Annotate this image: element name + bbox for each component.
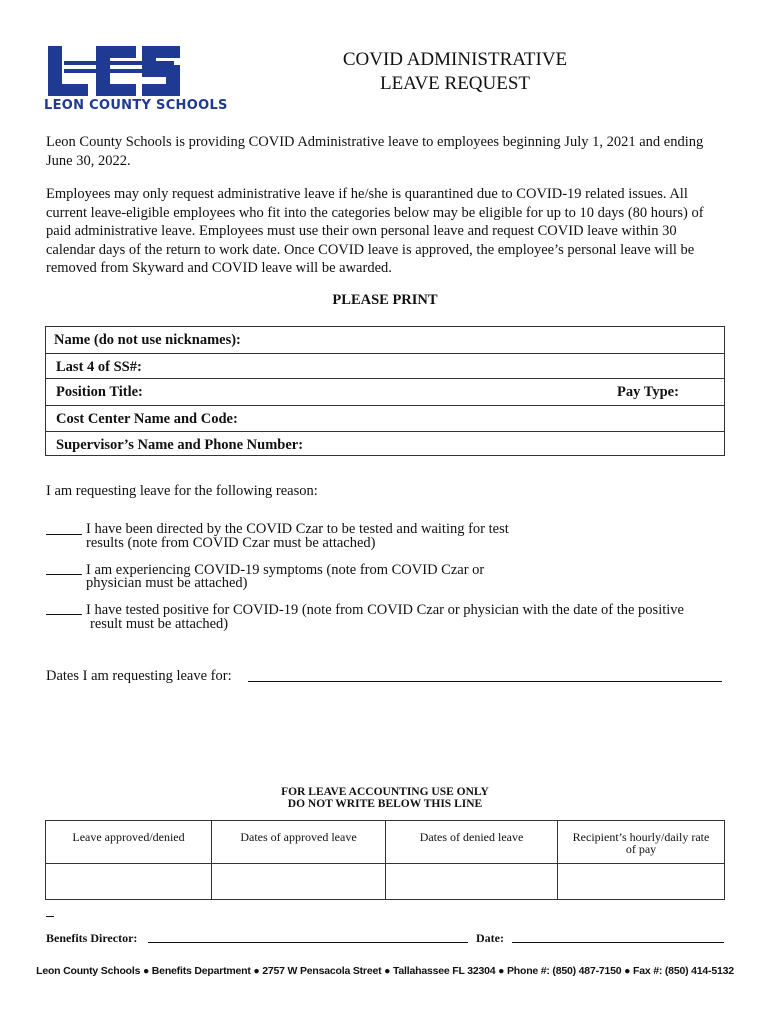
position-field[interactable] <box>46 378 724 406</box>
supervisor-field[interactable] <box>46 431 724 458</box>
name-field[interactable] <box>46 327 724 353</box>
reason-prompt: I am requesting leave for the following reason: <box>46 483 318 499</box>
dates-requested-field[interactable] <box>248 681 722 682</box>
employee-info-table <box>45 326 725 456</box>
cost-center-label: Cost Center Name and Code: <box>56 411 238 427</box>
ssn-label: Last 4 of SS#: <box>56 359 142 375</box>
header-text: of pay <box>625 842 657 856</box>
reason-1-text-line2: results (note from COVID Czar must be attached) <box>86 535 376 551</box>
supervisor-label: Supervisor’s Name and Phone Number: <box>56 437 304 453</box>
dates-requested-label: Dates I am requesting leave for: <box>46 668 232 684</box>
header-text: Dates of approved leave <box>240 830 357 844</box>
lcs-monogram-icon <box>44 44 184 100</box>
position-label: Position Title: <box>56 384 143 400</box>
intro-paragraph: Leon County Schools is providing COVID Administrative leave to employees beginning July 1, 2021 and ending June 30, 2022. <box>46 134 704 169</box>
eligibility-paragraph: Employees may only request administrative leave if he/she is quarantined due to COVID-19 related issues. All current leave-eligible employees who fit into the categories below may be eligible for up to 10 days (80 hours) of paid administrative leave. Employees must use their own personal leave and request COVID leave within 30 calendar days of the return to work date. Once COVID leave is approved, the employee’s personal leave will be removed from Skyward and COVID leave will be awarded. <box>46 186 704 276</box>
cost-center-field[interactable] <box>46 405 724 432</box>
accounting-heading-line1: FOR LEAVE ACCOUNTING USE ONLY <box>281 786 489 798</box>
please-print-heading: PLEASE PRINT <box>332 292 438 308</box>
reason-1-text-line1: I have been directed by the COVID Czar to be tested and waiting for test <box>86 521 509 537</box>
reason-3-text-line2: result must be attached) <box>90 616 229 632</box>
benefits-director-label: Benefits Director: <box>46 931 138 945</box>
column-header-approved-dates <box>212 831 385 843</box>
name-label: Name (do not use nicknames): <box>54 332 241 348</box>
header-text: Leave approved/denied <box>72 830 185 844</box>
cell-leave-approved[interactable] <box>46 864 211 900</box>
accounting-table <box>45 820 725 900</box>
reason-1-checkline[interactable] <box>46 534 82 535</box>
reason-2-checkline[interactable] <box>46 574 82 575</box>
logo-org-text: LEON COUNTY SCHOOLS <box>44 98 228 113</box>
reason-3-checkline[interactable] <box>46 614 82 615</box>
column-header-denied-dates <box>386 831 557 843</box>
reason-2-text-line2: physician must be attached) <box>86 575 248 591</box>
cell-denied-dates[interactable] <box>386 864 557 900</box>
cell-rate-of-pay[interactable] <box>558 864 724 900</box>
accounting-heading-line2: DO NOT WRITE BELOW THIS LINE <box>287 798 483 810</box>
cell-approved-dates[interactable] <box>212 864 385 900</box>
ssn-field[interactable] <box>46 353 724 379</box>
column-header-rate-of-pay <box>558 831 724 855</box>
small-mark <box>46 916 54 917</box>
form-title-line1: COVID ADMINISTRATIVE <box>342 49 568 70</box>
benefits-director-signature-field[interactable] <box>148 942 468 943</box>
footer-contact: Leon County Schools ● Benefits Department ● 2757 W Pensacola Street ● Tallahassee FL 32304 ● Phone #: (850) 487-7150 ● Fax #: (850) 414-5132 <box>36 965 734 977</box>
date-field[interactable] <box>512 942 724 943</box>
pay-type-label: Pay Type: <box>617 384 679 400</box>
header-text: Recipient’s hourly/daily rate <box>572 830 710 844</box>
header-text: Dates of denied leave <box>419 830 524 844</box>
reason-3-text-line1: I have tested positive for COVID-19 (note from COVID Czar or physician with the date of the positive <box>86 602 684 618</box>
form-title-line2: LEAVE REQUEST <box>379 73 531 94</box>
column-header-leave-approved <box>46 831 211 843</box>
date-label: Date: <box>476 931 504 945</box>
reason-2-text-line1: I am experiencing COVID-19 symptoms (note from COVID Czar or <box>86 562 485 578</box>
